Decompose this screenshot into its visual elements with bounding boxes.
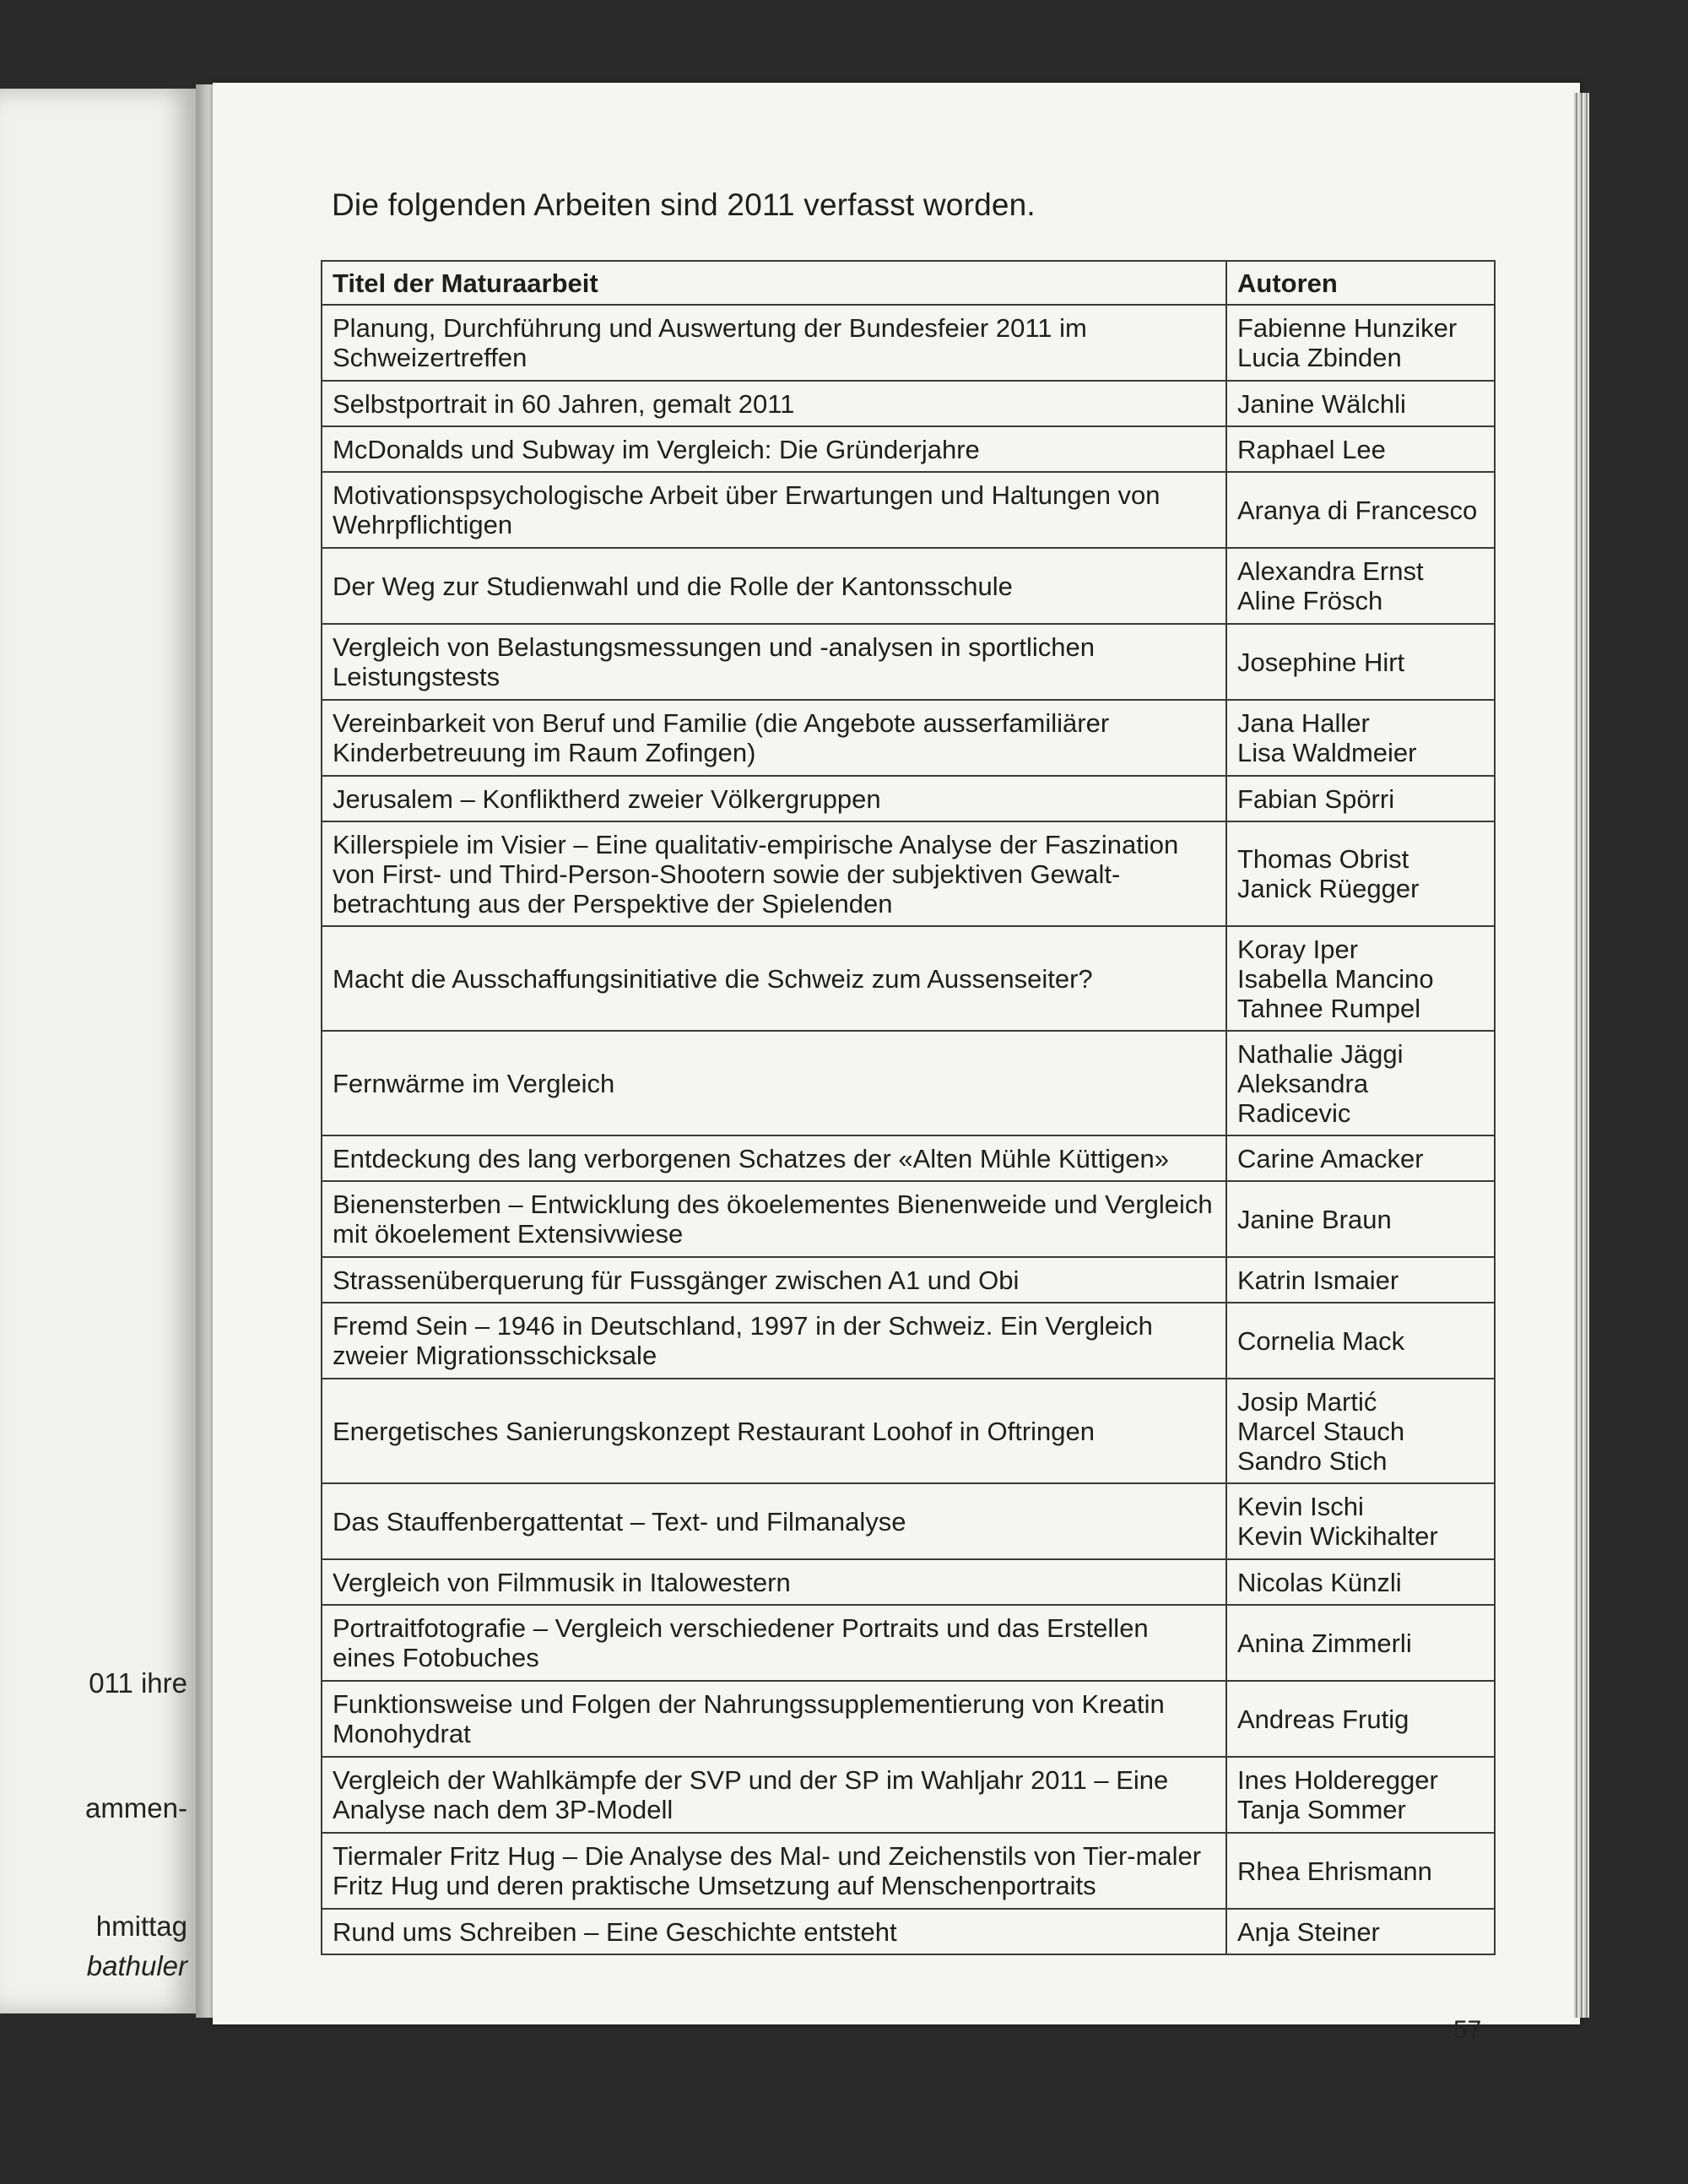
authors-cell — [1226, 1379, 1495, 1483]
author-name: Rhea Ehrismann — [1237, 1856, 1432, 1886]
work-title-cell: Vereinbarkeit von Beruf und Familie (die Angebote ausserfamiliärer Kinderbetreuung im Raum Zofingen) — [322, 700, 1226, 776]
author-name: Kevin Wickihalter — [1237, 1521, 1438, 1551]
authors-cell — [1226, 1559, 1495, 1605]
work-title-cell: Rund ums Schreiben – Eine Geschichte entsteht — [322, 1909, 1226, 1954]
work-title-cell: Tiermaler Fritz Hug – Die Analyse des Mal- und Zeichenstils von Tier-maler Fritz Hug und deren praktische Umsetzung auf Menschenportraits — [322, 1833, 1226, 1909]
book-gutter — [196, 84, 214, 2018]
work-title-cell: Energetisches Sanierungskonzept Restaurant Loohof in Oftringen — [322, 1379, 1226, 1483]
author-name: Aranya di Francesco — [1237, 495, 1478, 525]
authors-cell — [1226, 381, 1495, 426]
table-row — [322, 1257, 1495, 1303]
work-title-cell: Selbstportrait in 60 Jahren, gemalt 2011 — [322, 381, 1226, 426]
page-heading: Die folgenden Arbeiten sind 2011 verfasst worden. — [332, 187, 1036, 222]
work-title-cell: Killerspiele im Visier – Eine qualitativ-empirische Analyse der Faszination von First- und Third-Person-Shootern sowie der subjektiven Gewalt-betrachtung aus der Perspektive der Spielenden — [322, 821, 1226, 926]
author-name: Lucia Zbinden — [1237, 343, 1402, 372]
author-name: Aline Frösch — [1237, 586, 1383, 615]
table-row — [322, 700, 1495, 776]
table-row — [322, 1483, 1495, 1559]
table-row — [322, 1559, 1495, 1605]
work-title-cell: Strassenüberquerung für Fussgänger zwischen A1 und Obi — [322, 1257, 1226, 1303]
authors-cell — [1226, 426, 1495, 472]
author-name: Janick Rüegger — [1237, 874, 1420, 903]
authors-cell — [1226, 1483, 1495, 1559]
author-name: Carine Amacker — [1237, 1143, 1424, 1173]
table-row — [322, 1181, 1495, 1257]
table-row — [322, 821, 1495, 926]
left-page-fragment: hmittag — [95, 1910, 187, 1942]
table-row — [322, 548, 1495, 624]
work-title-cell: Planung, Durchführung und Auswertung der Bundesfeier 2011 im Schweizertreffen — [322, 305, 1226, 381]
authors-cell — [1226, 1303, 1495, 1379]
author-name: Marcel Stauch — [1237, 1416, 1405, 1446]
work-title-cell: Funktionsweise und Folgen der Nahrungssupplementierung von Kreatin Monohydrat — [322, 1681, 1226, 1757]
table-row — [322, 1605, 1495, 1681]
page-number: 57 — [1453, 2016, 1482, 2044]
left-page-fragment: bathuler — [86, 1950, 187, 1981]
table-row — [322, 1909, 1495, 1954]
table-row — [322, 381, 1495, 426]
page-edge-stack — [1574, 93, 1589, 2018]
table-row — [322, 1833, 1495, 1909]
authors-cell — [1226, 821, 1495, 926]
table-row — [322, 776, 1495, 821]
author-name: Anja Steiner — [1237, 1916, 1380, 1947]
table-row — [322, 1681, 1495, 1757]
work-title-cell: Bienensterben – Entwicklung des ökoelementes Bienenweide und Vergleich mit ökoelement Extensivwiese — [322, 1181, 1226, 1257]
column-header-authors: Autoren — [1226, 261, 1495, 305]
author-name: Katrin Ismaier — [1237, 1265, 1399, 1295]
authors-cell — [1226, 1833, 1495, 1909]
table-row — [322, 1303, 1495, 1379]
author-name: Ines Holderegger — [1237, 1765, 1438, 1795]
work-title-cell: Der Weg zur Studienwahl und die Rolle der Kantonsschule — [322, 548, 1226, 624]
work-title-cell: Fremd Sein – 1946 in Deutschland, 1997 in der Schweiz. Ein Vergleich zweier Migrationsschicksale — [322, 1303, 1226, 1379]
table-row — [322, 624, 1495, 700]
left-page-fragment: 011 ihre — [89, 1667, 187, 1699]
author-name: Janine Wälchli — [1237, 388, 1406, 419]
authors-cell — [1226, 1681, 1495, 1757]
author-name: Thomas Obrist — [1237, 844, 1409, 874]
author-name: Nicolas Künzli — [1237, 1567, 1402, 1597]
table-row — [322, 472, 1495, 548]
table-header-row — [322, 261, 1495, 305]
work-title-cell: McDonalds und Subway im Vergleich: Die Gründerjahre — [322, 426, 1226, 472]
author-name: Jana Haller — [1237, 708, 1370, 738]
authors-cell — [1226, 1181, 1495, 1257]
author-name: Cornelia Mack — [1237, 1325, 1405, 1356]
author-name: Aleksandra Radicevic — [1237, 1068, 1369, 1128]
authors-cell — [1226, 1605, 1495, 1681]
work-title-cell: Das Stauffenbergattentat – Text- und Filmanalyse — [322, 1483, 1226, 1559]
authors-cell — [1226, 1257, 1495, 1303]
author-name: Fabienne Hunziker — [1237, 313, 1458, 343]
authors-cell — [1226, 472, 1495, 548]
table-row — [322, 1031, 1495, 1135]
authors-cell — [1226, 548, 1495, 624]
table-row — [322, 1379, 1495, 1483]
table-row — [322, 926, 1495, 1031]
author-name: Alexandra Ernst — [1237, 556, 1424, 586]
table-row — [322, 305, 1495, 381]
table-row — [322, 1135, 1495, 1181]
author-name: Lisa Waldmeier — [1237, 738, 1417, 767]
work-title-cell: Vergleich der Wahlkämpfe der SVP und der SP im Wahljahr 2011 – Eine Analyse nach dem 3P-Modell — [322, 1757, 1226, 1833]
left-page — [0, 89, 196, 2013]
author-name: Sandro Stich — [1237, 1445, 1388, 1476]
author-name: Nathalie Jäggi — [1237, 1038, 1404, 1069]
table-row — [322, 1757, 1495, 1833]
work-title-cell: Fernwärme im Vergleich — [322, 1031, 1226, 1135]
work-title-cell: Motivationspsychologische Arbeit über Erwartungen und Haltungen von Wehrpflichtigen — [322, 472, 1226, 548]
work-title-cell: Portraitfotografie – Vergleich verschiedener Portraits und das Erstellen eines Fotobuches — [322, 1605, 1226, 1681]
authors-cell — [1226, 1135, 1495, 1181]
work-title-cell: Jerusalem – Konfliktherd zweier Völkergruppen — [322, 776, 1226, 821]
work-title-cell: Entdeckung des lang verborgenen Schatzes der «Alten Mühle Küttigen» — [322, 1135, 1226, 1181]
authors-cell — [1226, 700, 1495, 776]
author-name: Josephine Hirt — [1237, 647, 1405, 677]
authors-cell — [1226, 624, 1495, 700]
left-page-fragment: ammen- — [84, 1792, 187, 1824]
author-name: Tanja Sommer — [1237, 1795, 1406, 1824]
work-title-cell: Vergleich von Belastungsmessungen und -analysen in sportlichen Leistungstests — [322, 624, 1226, 700]
authors-cell — [1226, 1757, 1495, 1833]
author-name: Tahnee Rumpel — [1237, 993, 1421, 1023]
author-name: Janine Braun — [1237, 1204, 1392, 1234]
author-name: Fabian Spörri — [1237, 783, 1395, 814]
column-header-title: Titel der Maturaarbeit — [322, 261, 1226, 305]
maturaarbeiten-table — [321, 260, 1496, 1955]
author-name: Andreas Frutig — [1237, 1704, 1409, 1734]
table-row — [322, 426, 1495, 472]
authors-cell — [1226, 305, 1495, 381]
authors-cell — [1226, 926, 1495, 1031]
authors-cell — [1226, 776, 1495, 821]
author-name: Isabella Mancino — [1237, 963, 1434, 994]
author-name: Kevin Ischi — [1237, 1492, 1364, 1521]
authors-cell — [1226, 1909, 1495, 1954]
author-name: Koray Iper — [1237, 934, 1359, 964]
author-name: Josip Martić — [1237, 1386, 1377, 1417]
author-name: Raphael Lee — [1237, 434, 1386, 464]
work-title-cell: Macht die Ausschaffungsinitiative die Schweiz zum Aussenseiter? — [322, 926, 1226, 1031]
work-title-cell: Vergleich von Filmmusik in Italowestern — [322, 1559, 1226, 1605]
authors-cell — [1226, 1031, 1495, 1135]
author-name: Anina Zimmerli — [1237, 1628, 1412, 1658]
